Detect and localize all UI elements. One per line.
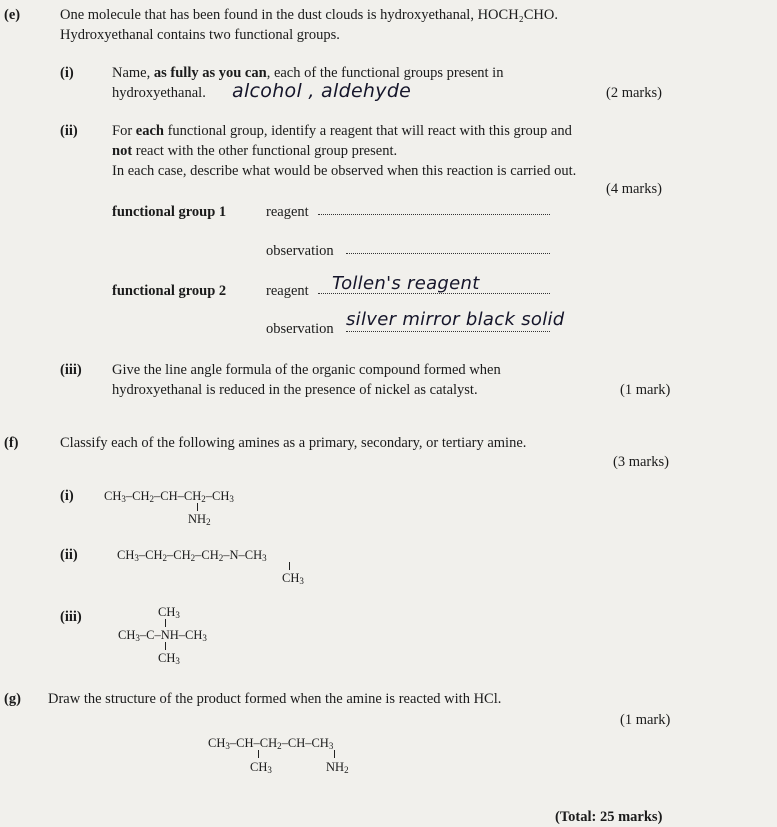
- fg2-observation-label: observation: [266, 321, 334, 337]
- question-e-ii-line1: For each functional group, identify a reagent that will react with this group and: [112, 123, 572, 139]
- question-e-ii-line3: In each case, describe what would be observed when this reaction is carried out.: [112, 163, 577, 179]
- question-e-i-label: (i): [60, 65, 74, 81]
- marks-g: (1 mark): [620, 712, 671, 728]
- part-e-intro-line1: One molecule that has been found in the dust clouds is hydroxyethanal, HOCH₂CHO.: [60, 7, 558, 23]
- answer-e-i-handwritten: alcohol , aldehyde: [232, 80, 412, 102]
- amine-ii-label: (ii): [60, 547, 78, 563]
- amine-g-bond-2: [334, 750, 335, 758]
- amine-iii-label: (iii): [60, 609, 82, 625]
- amine-i-structure: $CH_3-CH_2-CH-CH_2-CH_3$: [104, 489, 234, 504]
- marks-f: (3 marks): [613, 454, 669, 470]
- fg1-label: functional group 1: [112, 204, 227, 220]
- amine-iii-bottom-substituent: $CH_3$: [158, 651, 180, 666]
- fg2-reagent-label: reagent: [266, 283, 309, 299]
- amine-g-substituent-1: $CH_3$: [250, 760, 272, 775]
- amine-ii-substituent: $CH_3$: [282, 571, 304, 586]
- marks-e-ii: (4 marks): [606, 181, 662, 197]
- question-e-ii-line2: not react with the other functional group present.: [112, 143, 398, 159]
- question-e-iii-line2: hydroxyethanal is reduced in the presence of nickel as catalyst.: [112, 382, 478, 398]
- question-e-ii-label: (ii): [60, 123, 78, 139]
- total-marks: (Total: 25 marks): [555, 809, 663, 825]
- fg1-reagent-label: reagent: [266, 204, 309, 220]
- amine-iii-bond-top: [165, 619, 166, 627]
- amine-ii-bond: [289, 562, 290, 570]
- fg1-observation-answer-line[interactable]: [346, 253, 550, 254]
- amine-i-label: (i): [60, 488, 74, 504]
- part-g-intro: Draw the structure of the product formed when the amine is reacted with HCl.: [48, 691, 502, 707]
- amine-iii-bond-bottom: [165, 642, 166, 650]
- amine-ii-structure: $CH_3-CH_2-CH_2-CH_2-N-CH_3$: [117, 548, 267, 563]
- amine-g-substituent-2: $NH_2$: [326, 760, 349, 775]
- fg1-reagent-answer-line[interactable]: [318, 214, 550, 215]
- answer-fg2-reagent-handwritten: Tollen's reagent: [332, 273, 480, 294]
- amine-g-bond-1: [258, 750, 259, 758]
- marks-e-i: (2 marks): [606, 85, 662, 101]
- amine-i-substituent: $NH_2$: [188, 512, 211, 527]
- amine-i-bond: [197, 503, 198, 511]
- fg2-observation-answer-line[interactable]: [346, 331, 550, 332]
- part-e-label: (e): [4, 7, 21, 23]
- question-e-iii-label: (iii): [60, 362, 82, 378]
- fg2-label: functional group 2: [112, 283, 227, 299]
- part-e-intro-line2: Hydroxyethanal contains two functional groups.: [60, 27, 340, 43]
- part-f-intro: Classify each of the following amines as a primary, secondary, or tertiary amine.: [60, 435, 527, 451]
- part-f-label: (f): [4, 435, 19, 451]
- question-e-iii-line1: Give the line angle formula of the organic compound formed when: [112, 362, 501, 378]
- marks-e-iii: (1 mark): [620, 382, 671, 398]
- question-e-i-line2: hydroxyethanal.: [112, 85, 206, 101]
- fg1-observation-label: observation: [266, 243, 334, 259]
- part-g-label: (g): [4, 691, 21, 707]
- question-e-i-line1: Name, as fully as you can, each of the functional groups present in: [112, 65, 504, 81]
- answer-fg2-observation-handwritten: silver mirror black solid: [346, 309, 565, 330]
- amine-g-structure: $CH_3-CH-CH_2-CH-CH_3$: [208, 736, 334, 751]
- amine-iii-top-substituent: $CH_3$: [158, 605, 180, 620]
- amine-iii-structure: $CH_3-C-NH-CH_3$: [118, 628, 207, 643]
